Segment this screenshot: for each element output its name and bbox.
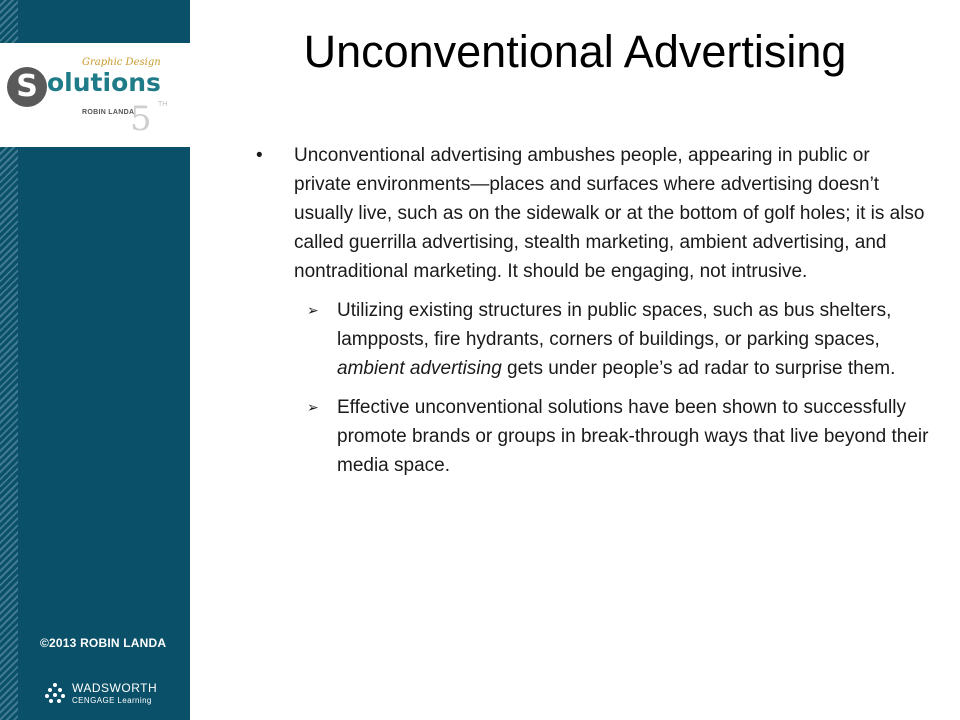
- sidebar-panel: [0, 0, 190, 720]
- logo-word: olutions: [47, 68, 161, 97]
- bullet-marker: •: [256, 145, 263, 166]
- logo-edition-suffix: TH: [158, 101, 168, 108]
- sub-bullet-text-start: Utilizing existing structures in public spaces, such as bus shelters, lampposts, fire hydrants, corners of buildings, or parking spaces,: [337, 300, 892, 350]
- arrow-bullet-icon: ➢: [307, 302, 319, 318]
- logo-edition-number: 5: [130, 99, 152, 139]
- publisher-logo: [44, 680, 184, 710]
- slide-content: [250, 141, 930, 490]
- sub-bullet-item: [250, 393, 930, 480]
- bullet-text: Unconventional advertising ambushes people, appearing in public or private environments—places and surfaces where advertising doesn’t usually live, such as on the sidewalk or at the bottom of golf holes; it is also called guerrilla advertising, stealth marketing, ambient advertising, and nontraditional marketing. It should be engaging, not intrusive.: [294, 145, 925, 282]
- logo-tagline: Graphic Design: [82, 57, 161, 68]
- book-logo: [0, 43, 190, 147]
- copyright-text: ©2013 ROBIN LANDA: [40, 636, 167, 650]
- arrow-bullet-icon: ➢: [307, 399, 319, 415]
- publisher-subname: CENGAGE Learning: [72, 696, 152, 705]
- bullet-item: [250, 141, 930, 286]
- sub-bullet-emphasis: ambient advertising: [337, 358, 502, 379]
- logo-initial: S: [7, 67, 47, 107]
- sub-bullet-item: [250, 296, 930, 383]
- sub-bullet-text: Effective unconventional solutions have been shown to successfully promote brands or groups in break-through ways that live beyond their media space.: [337, 397, 929, 476]
- slide-title: Unconventional Advertising: [303, 26, 847, 77]
- sub-bullet-text-end: gets under people’s ad radar to surprise them.: [501, 358, 896, 379]
- publisher-mark-icon: [44, 682, 66, 704]
- logo-author: ROBIN LANDA: [82, 109, 135, 116]
- publisher-name: WADSWORTH: [72, 681, 158, 695]
